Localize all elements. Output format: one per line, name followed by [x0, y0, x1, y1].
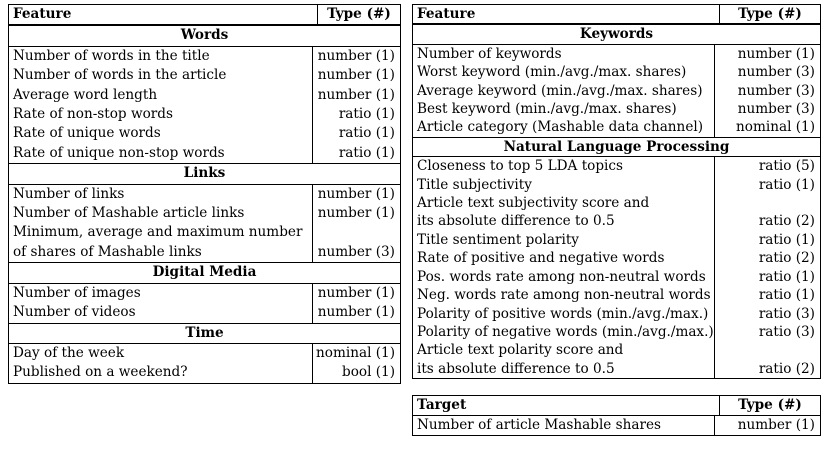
table-header-row — [413, 396, 820, 416]
feature-cell — [9, 124, 313, 143]
type-cell: ratio (1) — [758, 287, 815, 304]
type-cell: ratio (1) — [758, 268, 815, 285]
type-cell: ratio (3) — [758, 305, 815, 322]
type-cell: number (1) — [317, 284, 395, 301]
table-row — [413, 341, 820, 378]
section-header: Time — [9, 323, 400, 344]
feature-cell — [413, 416, 715, 435]
type-cell: number (1) — [737, 45, 815, 62]
feature-table-right — [412, 4, 821, 379]
feature-cell — [413, 268, 715, 286]
feature-cell — [413, 45, 715, 63]
table-row — [9, 86, 400, 105]
feature-cell — [413, 118, 715, 136]
section-header: Digital Media — [9, 262, 400, 283]
feature-cell — [9, 66, 313, 85]
feature-table-left — [8, 4, 401, 384]
feature-line: Rate of non-stop words — [13, 106, 173, 123]
feature-column-header: Feature — [413, 5, 720, 23]
feature-line: Number of images — [13, 284, 141, 301]
table-row — [9, 363, 400, 382]
feature-line: Worst keyword (min./avg./max. shares) — [417, 64, 687, 81]
type-cell: nominal (1) — [736, 119, 815, 136]
feature-line: Rate of positive and negative words — [417, 250, 665, 267]
feature-cell — [9, 284, 313, 303]
table-row — [413, 268, 820, 286]
type-cell: number (1) — [317, 86, 395, 103]
feature-cell — [413, 341, 715, 378]
feature-cell — [413, 305, 715, 323]
feature-line: Article text subjectivity score and — [417, 195, 650, 212]
feature-cell — [413, 194, 715, 231]
table-row — [9, 66, 400, 85]
type-cell: number (3) — [737, 82, 815, 99]
table-row — [413, 100, 820, 118]
feature-line: Best keyword (min./avg./max. shares) — [417, 101, 677, 118]
feature-line: its absolute difference to 0.5 — [417, 360, 615, 377]
feature-cell — [9, 344, 313, 363]
table-row — [413, 305, 820, 323]
table-row — [413, 157, 820, 175]
table-row — [413, 286, 820, 304]
table-row — [413, 231, 820, 249]
section-header: Words — [9, 25, 400, 46]
feature-line: Pos. words rate among non-neutral words — [417, 268, 706, 285]
table-row — [413, 323, 820, 341]
section-header: Natural Language Processing — [413, 137, 820, 157]
table-row — [9, 223, 400, 262]
feature-line: Rate of unique non-stop words — [13, 144, 225, 161]
type-cell: ratio (1) — [338, 106, 395, 123]
feature-line: Polarity of positive words (min./avg./max.) — [417, 305, 709, 322]
feature-column-header: Feature — [9, 5, 318, 24]
type-cell: ratio (2) — [758, 360, 815, 377]
feature-cell — [9, 185, 313, 204]
feature-cell — [413, 249, 715, 267]
table-row — [9, 284, 400, 303]
table-row — [9, 204, 400, 223]
table-row — [9, 303, 400, 322]
type-cell: ratio (1) — [758, 231, 815, 248]
feature-line: Title subjectivity — [417, 176, 532, 193]
feature-cell — [413, 231, 715, 249]
table-row — [413, 249, 820, 267]
feature-cell — [9, 303, 313, 322]
feature-cell — [9, 144, 313, 163]
feature-cell — [413, 323, 715, 341]
feature-line: Rate of unique words — [13, 125, 161, 142]
type-cell: ratio (5) — [758, 158, 815, 175]
feature-line: Article category (Mashable data channel) — [417, 119, 704, 136]
feature-line: Published on a weekend? — [13, 364, 188, 381]
table-row — [9, 344, 400, 363]
table-row — [413, 45, 820, 63]
type-cell: number (1) — [317, 47, 395, 64]
feature-line: Number of words in the title — [13, 47, 210, 64]
feature-cell — [413, 63, 715, 81]
feature-line: Day of the week — [13, 344, 125, 361]
type-cell: number (3) — [737, 101, 815, 118]
type-cell: nominal (1) — [316, 344, 395, 361]
type-cell: ratio (1) — [338, 144, 395, 161]
table-header-row — [9, 5, 400, 25]
feature-cell — [413, 100, 715, 118]
feature-line: Number of words in the article — [13, 67, 227, 84]
feature-line: its absolute difference to 0.5 — [417, 213, 615, 230]
type-column-header: Type (#) — [738, 6, 802, 22]
type-cell: ratio (2) — [758, 213, 815, 230]
table-row — [9, 105, 400, 124]
table-row — [9, 124, 400, 143]
feature-line: Average word length — [13, 86, 158, 103]
feature-cell — [413, 176, 715, 194]
section-header: Links — [9, 163, 400, 184]
feature-cell — [9, 47, 313, 66]
type-cell: number (1) — [317, 67, 395, 84]
feature-column-header: Target — [413, 396, 720, 415]
feature-cell — [9, 105, 313, 124]
feature-line: Closeness to top 5 LDA topics — [417, 158, 623, 175]
table-row — [9, 144, 400, 163]
type-cell: number (1) — [317, 205, 395, 222]
feature-cell — [9, 86, 313, 105]
feature-cell — [9, 204, 313, 223]
type-cell: ratio (2) — [758, 250, 815, 267]
table-row — [413, 194, 820, 231]
feature-line: Minimum, average and maximum number — [13, 224, 303, 241]
feature-line: Number of links — [13, 185, 125, 202]
table-row — [413, 82, 820, 100]
feature-line: Number of keywords — [417, 45, 562, 62]
feature-line: Number of Mashable article links — [13, 205, 245, 222]
feature-line: Polarity of negative words (min./avg./max.) — [417, 323, 714, 340]
feature-cell — [413, 286, 715, 304]
table-row — [413, 63, 820, 81]
table-row — [413, 118, 820, 136]
feature-cell — [413, 82, 715, 100]
type-cell: bool (1) — [342, 364, 395, 381]
type-cell: number (1) — [317, 185, 395, 202]
feature-line: Article text polarity score and — [417, 342, 624, 359]
feature-line: Number of article Mashable shares — [417, 416, 662, 433]
type-cell: ratio (3) — [758, 323, 815, 340]
feature-line: of shares of Mashable links — [13, 243, 202, 260]
target-table — [412, 395, 821, 436]
table-row — [413, 176, 820, 194]
type-column-header: Type (#) — [738, 397, 802, 413]
table-row — [413, 416, 820, 435]
type-cell: ratio (1) — [758, 176, 815, 193]
type-cell: ratio (1) — [338, 125, 395, 142]
section-header: Keywords — [413, 24, 820, 44]
type-column-header: Type (#) — [327, 6, 391, 22]
table-header-row — [413, 5, 820, 24]
type-cell: number (3) — [317, 243, 395, 260]
feature-cell — [9, 363, 313, 382]
type-cell: number (1) — [737, 416, 815, 433]
feature-line: Title sentiment polarity — [417, 231, 579, 248]
type-cell: number (1) — [317, 304, 395, 321]
feature-cell — [413, 157, 715, 175]
table-row — [9, 47, 400, 66]
feature-line: Average keyword (min./avg./max. shares) — [417, 82, 703, 99]
feature-cell — [9, 223, 313, 262]
type-cell: number (3) — [737, 64, 815, 81]
feature-line: Number of videos — [13, 304, 136, 321]
table-row — [9, 185, 400, 204]
feature-line: Neg. words rate among non-neutral words — [417, 287, 711, 304]
